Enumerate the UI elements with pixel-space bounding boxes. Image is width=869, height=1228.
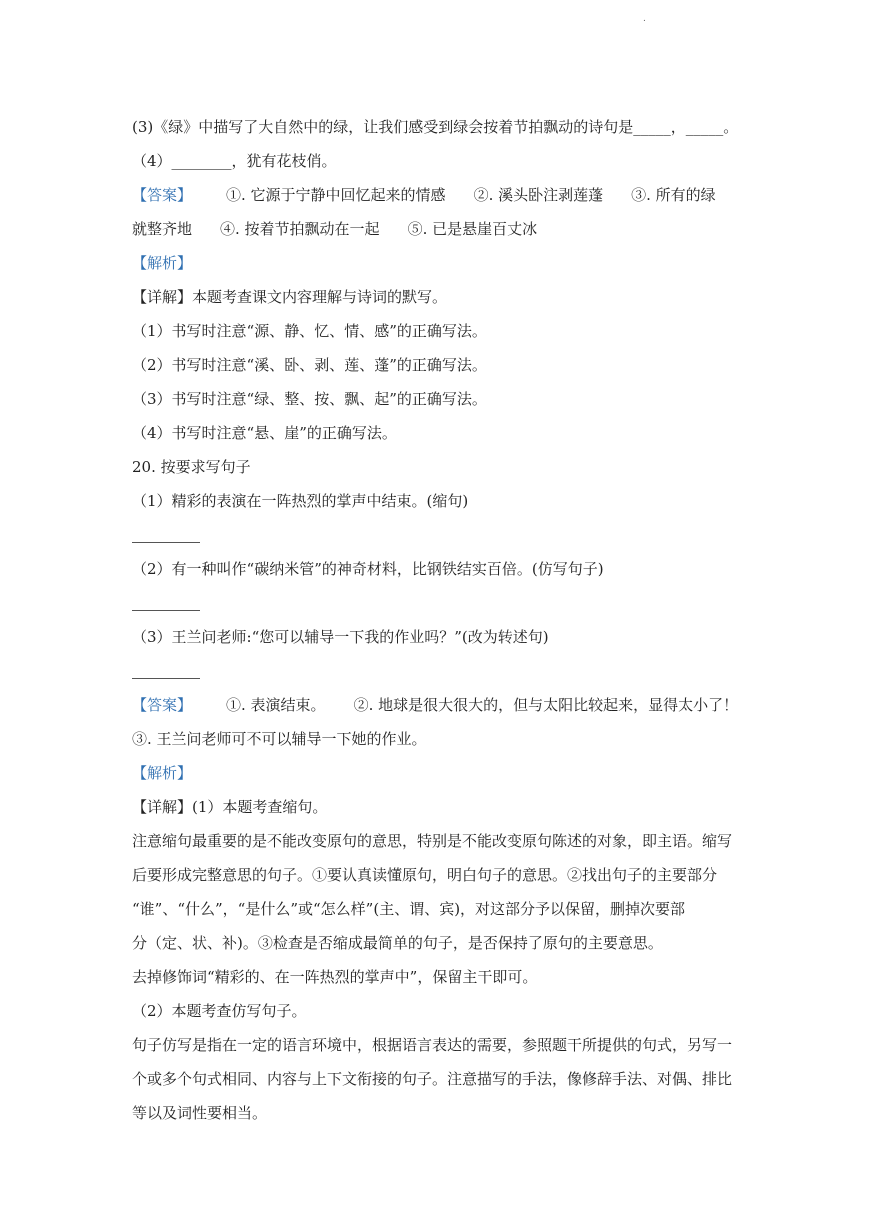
answer-20-line-1 bbox=[132, 688, 742, 722]
answer-blank-2 bbox=[132, 586, 742, 620]
analysis-20-line: 【详解】(1）本题考查缩句。 bbox=[132, 798, 328, 816]
header-dot: . bbox=[643, 14, 646, 24]
answer-item: ③. 所有的绿 bbox=[631, 186, 716, 204]
answer-item: ①. 表演结束。 bbox=[226, 696, 326, 714]
analysis-20-line: 后要形成完整意思的句子。①要认真读懂原句，明白句子的意思。②找出句子的主要部分 bbox=[132, 866, 718, 884]
answer-blank-1 bbox=[132, 518, 742, 552]
analysis-20-line: 分（定、状、补)。③检查是否缩成最简单的句子，是否保持了原句的主要意思。 bbox=[132, 934, 663, 952]
analysis-20-line: 句子仿写是指在一定的语言环境中，根据语言表达的需要，参照题干所提供的句式，另写一 bbox=[132, 1036, 733, 1054]
question-19-part-4: （4）________，犹有花枝俏。 bbox=[132, 152, 337, 170]
detail-19: 【详解】本题考查课文内容理解与诗词的默写。 bbox=[132, 288, 448, 306]
analysis-20-line: 等以及词性要相当。 bbox=[132, 1104, 268, 1122]
analysis-20-line: 个或多个句式相同、内容与上下文衔接的句子。注意描写的手法，像修辞手法、对偶、排比 bbox=[132, 1070, 733, 1088]
note-19-1: （1）书写时注意“源、静、忆、情、感”的正确写法。 bbox=[132, 322, 487, 340]
answer-item: ③. 王兰问老师可不可以辅导一下她的作业。 bbox=[132, 730, 427, 748]
analysis-tag-19: 【解析】 bbox=[132, 254, 193, 272]
answer-item: ④. 按着节拍飘动在一起 bbox=[220, 220, 380, 238]
answer-item: ②. 地球是很大很大的，但与太阳比较起来，显得太小了！ bbox=[353, 696, 739, 714]
question-20-sub-2: （2）有一种叫作“碳纳米管”的神奇材料，比钢铁结实百倍。(仿写句子) bbox=[132, 560, 604, 578]
analysis-20-line: 注意缩句最重要的是不能改变原句的意思，特别是不能改变原句陈述的对象，即主语。缩写 bbox=[132, 832, 733, 850]
analysis-20-line: （2）本题考查仿写句子。 bbox=[132, 1002, 307, 1020]
page-content bbox=[132, 110, 742, 1130]
answer-item: 就整齐地 bbox=[132, 220, 193, 238]
analysis-tag-20: 【解析】 bbox=[132, 764, 193, 782]
answer-20-line-2 bbox=[132, 722, 742, 756]
note-19-2: （2）书写时注意“溪、卧、剥、莲、蓬”的正确写法。 bbox=[132, 356, 487, 374]
answer-19-line-2 bbox=[132, 212, 742, 246]
answer-item: ①. 它源于宁静中回忆起来的情感 bbox=[226, 186, 446, 204]
answer-item: ⑤. 已是悬崖百丈冰 bbox=[407, 220, 538, 238]
answer-tag: 【答案】 bbox=[132, 186, 193, 204]
answer-tag: 【答案】 bbox=[132, 696, 193, 714]
note-19-4: （4）书写时注意“悬、崖”的正确写法。 bbox=[132, 424, 397, 442]
analysis-20-line: 去掉修饰词“精彩的、在一阵热烈的掌声中”，保留主干即可。 bbox=[132, 968, 538, 986]
answer-19-line-1 bbox=[132, 178, 742, 212]
question-19-part-3: (3)《绿》中描写了大自然中的绿，让我们感受到绿会按着节拍飘动的诗句是_____，_____。 bbox=[132, 118, 739, 136]
note-19-3: （3）书写时注意“绿、整、按、飘、起”的正确写法。 bbox=[132, 390, 487, 408]
question-20-sub-1: （1）精彩的表演在一阵热烈的掌声中结束。(缩句) bbox=[132, 492, 469, 510]
analysis-20-line: “谁”、“什么”，“是什么”或“怎么样”(主、谓、宾)，对这部分予以保留，删掉次要部 bbox=[132, 900, 686, 918]
question-20-title: 20. 按要求写句子 bbox=[132, 458, 251, 476]
answer-item: ②. 溪头卧注剥莲蓬 bbox=[473, 186, 604, 204]
answer-blank-3 bbox=[132, 654, 742, 688]
question-20-sub-3: （3）王兰问老师:“您可以辅导一下我的作业吗？”(改为转述句) bbox=[132, 628, 549, 646]
